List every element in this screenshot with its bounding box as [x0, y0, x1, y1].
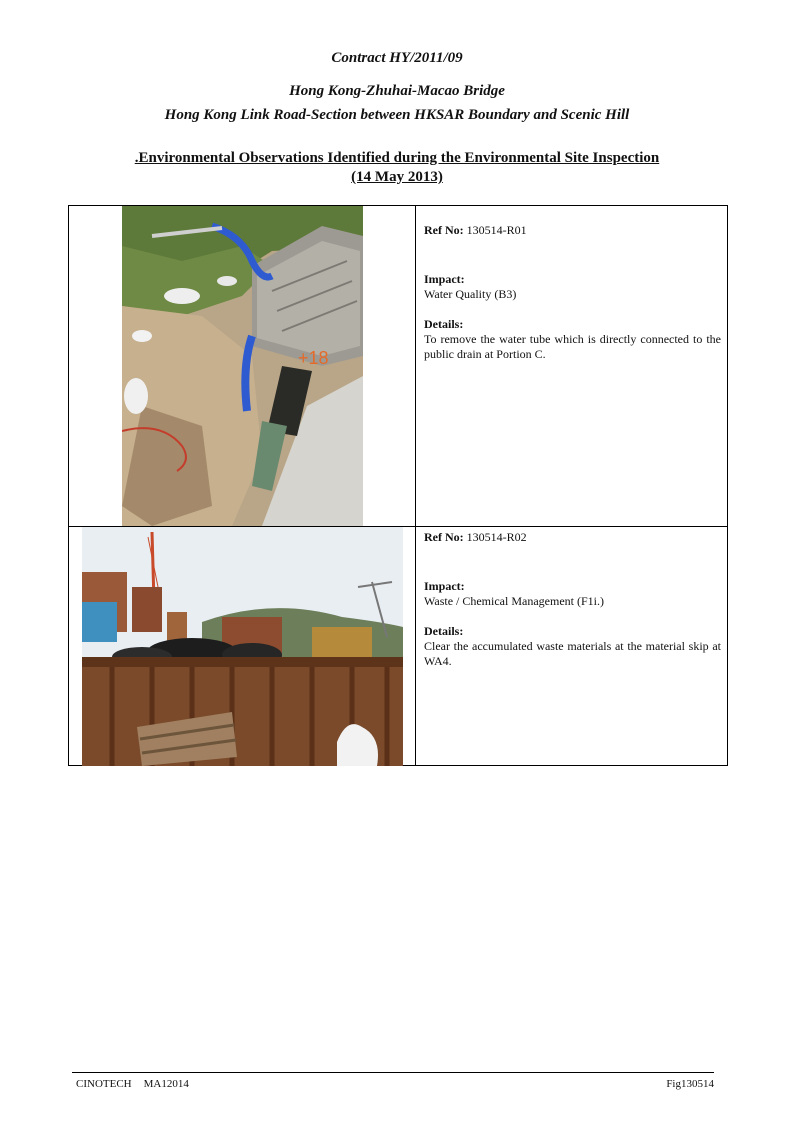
footer-code: MA12014	[143, 1078, 189, 1090]
observation-row	[69, 206, 727, 527]
ref-no-value: 130514-R01	[466, 223, 527, 237]
ref-no-value: 130514-R02	[466, 530, 527, 544]
impact-label: Impact:	[424, 579, 465, 593]
ref-no-label: Ref No:	[424, 530, 464, 544]
site-photo-skip	[82, 527, 403, 766]
footer-figure-number: Fig130514	[666, 1078, 714, 1090]
ref-no-label: Ref No:	[424, 223, 464, 237]
site-photo-drain	[122, 206, 363, 526]
observation-details	[424, 223, 721, 362]
project-title-line1: Hong Kong-Zhuhai-Macao Bridge	[289, 83, 505, 99]
contract-number: Contract HY/2011/09	[331, 50, 463, 66]
inspection-date: (14 May 2013)	[351, 169, 443, 185]
footer-rule	[72, 1072, 714, 1073]
paint-marking-text: +18	[298, 348, 329, 368]
details-label: Details:	[424, 624, 464, 638]
impact-value: Waste / Chemical Management (F1i.)	[424, 594, 604, 608]
project-title-line2: Hong Kong Link Road-Section between HKSAR Boundary and Scenic Hill	[164, 107, 630, 123]
observations-table	[68, 205, 728, 766]
details-label: Details:	[424, 317, 464, 331]
details-value: Clear the accumulated waste materials at the material skip at WA4.	[424, 639, 721, 668]
impact-value: Water Quality (B3)	[424, 287, 517, 301]
footer-left	[76, 1078, 201, 1090]
observation-row	[69, 527, 727, 766]
observation-details	[424, 530, 721, 669]
details-value: To remove the water tube which is directly connected to the public drain at Portion C.	[424, 332, 721, 361]
document-title: .Environmental Observations Identified during the Environmental Site Inspection	[134, 150, 660, 166]
impact-label: Impact:	[424, 272, 465, 286]
footer-company: CINOTECH	[76, 1078, 132, 1090]
